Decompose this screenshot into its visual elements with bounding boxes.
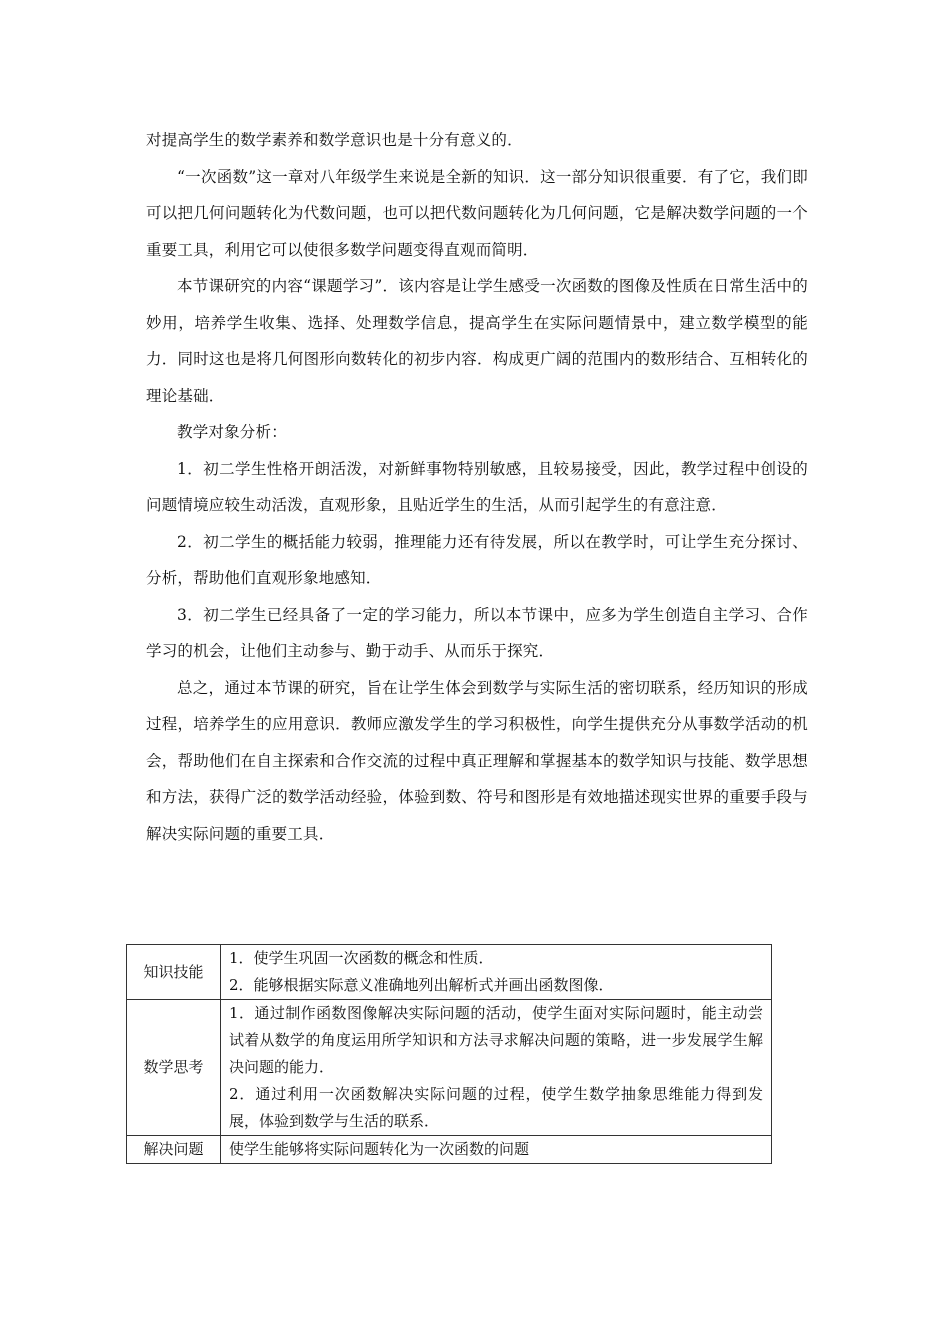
paragraph-7: 总之，通过本节课的研究，旨在让学生体会到数学与实际生活的密切联系，经历知识的形成过程，培养学生的应用意识．教师应激发学生的学习积极性，向学生提供充分从事数学活动的机会，帮助他们在自主探索和合作交流的过程中真正理解和掌握基本的数学知识与技能、数学思想和方法，获得广泛的数学活动经验，体验到数、符号和图形是有效地描述现实世界的重要手段与解决实际问题的重要工具． [146,678,808,843]
table-row [127,1000,772,1136]
cell-line: 1．通过制作函数图像解决实际问题的活动，使学生面对实际问题时，能主动尝试着从数学的角度运用所学知识和方法寻求解决问题的策略，进一步发展学生解决问题的能力． [229,1004,763,1076]
row-label-math-thinking: 数学思考 [127,1000,221,1136]
objectives-table [126,944,772,1164]
paragraph-4: 1．初二学生性格开朗活泼，对新鲜事物特别敏感，且较易接受，因此，教学过程中创设的问题情境应较生动活泼，直观形象，且贴近学生的生活，从而引起学生的有意注意． [146,459,808,514]
table-row [127,945,772,1000]
row-label-knowledge-skills: 知识技能 [127,945,221,1000]
paragraph-5: 2．初二学生的概括能力较弱，推理能力还有待发展，所以在教学时，可让学生充分探讨、分析，帮助他们直观形象地感知． [146,532,808,587]
section-heading-teaching-object-analysis: 教学对象分析： [177,423,287,441]
paragraph-6: 3．初二学生已经具备了一定的学习能力，所以本节课中，应多为学生创造自主学习、合作学习的机会，让他们主动参与、勤于动手、从而乐于探究． [146,605,808,660]
row-content [221,1000,772,1136]
paragraph-0: 对提高学生的数学素养和数学意识也是十分有意义的． [146,131,523,149]
paragraph-2: 本节课研究的内容“课题学习”．该内容是让学生感受一次函数的图像及性质在日常生活中的妙用，培养学生收集、选择、处理数学信息，提高学生在实际问题情景中，建立数学模型的能力．同时这也是将几何图形向数转化的初步内容．构成更广阔的范围内的数形结合、互相转化的理论基础． [146,277,808,405]
row-content [221,945,772,1000]
body-text [146,122,808,852]
cell-line: 1．使学生巩固一次函数的概念和性质． [229,949,494,967]
paragraph-1: “一次函数”这一章对八年级学生来说是全新的知识．这一部分知识很重要．有了它，我们即可以把几何问题转化为代数问题，也可以把代数问题转化为几何问题，它是解决数学问题的一个重要工具，利用它可以使很多数学问题变得直观而简明． [146,167,808,259]
table-row [127,1136,772,1164]
cell-line: 2．能够根据实际意义准确地列出解析式并画出函数图像． [229,976,614,994]
cell-line: 2．通过利用一次函数解决实际问题的过程，使学生数学抽象思维能力得到发展，体验到数学与生活的联系． [229,1085,763,1130]
cell-line: 使学生能够将实际问题转化为一次函数的问题 [229,1140,530,1158]
row-content [221,1136,772,1164]
row-label-problem-solving: 解决问题 [127,1136,221,1164]
